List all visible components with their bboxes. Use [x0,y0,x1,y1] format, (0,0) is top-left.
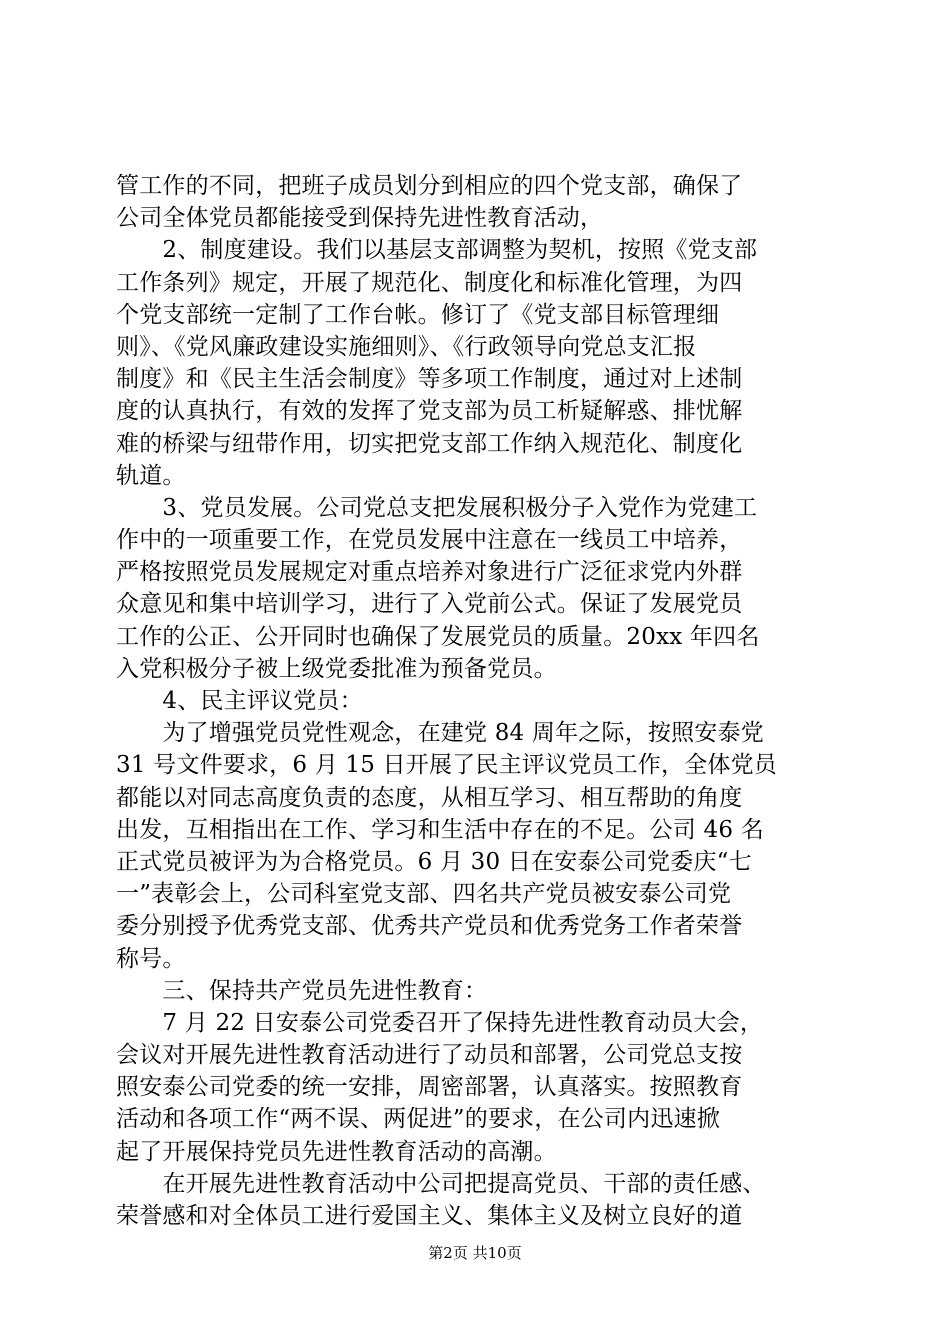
text-line: 入党积极分子被上级党委批准为预备党员。 [116,655,557,682]
text-line: 管工作的不同，把班子成员划分到相应的四个党支部，确保了 [116,173,743,199]
text-line: 活动和各项工作“两不误、两促进”的要求，在公司内迅速掀 [116,1106,720,1133]
text-line: 都能以对同志高度负责的态度，从相互学习、相互帮助的角度 [116,784,743,811]
text-line: 在开展先进性教育活动中公司把提高党员、干部的责任感、 [116,1170,766,1197]
text-line: 照安泰公司党委的统一安排，周密部署，认真落实。按照教育 [116,1074,743,1101]
text-line: 出发，互相指出在工作、学习和生活中存在的不足。公司 46 名 [116,816,764,843]
text-line: 3、党员发展。公司党总支把发展积极分子入党作为党建工 [116,494,758,521]
text-line: 委分别授予优秀党支部、优秀共产党员和优秀党务工作者荣誉 [116,913,743,940]
text-line: 则》、《党风廉政建设实施细则》、《行政领导向党总支汇报 [116,333,697,360]
text-line: 制度》和《民主生活会制度》等多项工作制度，通过对上述制 [116,366,743,393]
text-line: 正式党员被评为为合格党员。6 月 30 日在安泰公司党委庆“七 [116,848,752,875]
text-line: 众意见和集中培训学习，进行了入党前公式。保证了发展党员 [116,591,743,618]
text-line: 工作条列》规定，开展了规范化、制度化和标准化管理，为四 [116,269,743,296]
text-line: 为了增强党员党性观念，在建党 84 周年之际，按照安泰党 [116,720,764,747]
text-line: 工作的公正、公开同时也确保了发展党员的质量。20xx 年四名 [116,623,760,650]
text-line: 2、制度建设。我们以基层支部调整为契机，按照《党支部 [116,237,758,264]
page-footer: 第2页 共10页 [428,1244,522,1262]
text-line: 会议对开展先进性教育活动进行了动员和部署，公司党总支按 [116,1042,743,1069]
text-line: 个党支部统一定制了工作台帐。修订了《党支部目标管理细 [116,301,720,328]
text-line: 严格按照党员发展规定对重点培养对象进行广泛征求党内外群 [116,559,743,586]
document-body [116,170,834,1232]
text-line: 公司全体党员都能接受到保持先进性教育活动， [116,205,604,232]
text-line: 作中的一项重要工作，在党员发展中注意在一线员工中培养， [116,527,743,554]
text-line: 31 号文件要求，6 月 15 日开展了民主评议党员工作，全体党员 [116,752,778,779]
text-line: 三、保持共产党员先进性教育： [116,977,488,1004]
text-line: 4、民主评议党员： [116,688,363,714]
text-line: 荣誉感和对全体员工进行爱国主义、集体主义及树立良好的道 [116,1203,743,1229]
text-line: 7 月 22 日安泰公司党委召开了保持先进性教育动员大会， [116,1009,764,1036]
text-line: 称号。 [116,945,186,972]
text-line: 一”表彰会上，公司科室党支部、四名共产党员被安泰公司党 [116,881,732,908]
text-line: 轨道。 [116,462,186,489]
text-line: 难的桥梁与纽带作用，切实把党支部工作纳入规范化、制度化 [116,430,743,457]
text-line: 度的认真执行，有效的发挥了党支部为员工析疑解惑、排忧解 [116,398,743,425]
text-line: 起了开展保持党员先进性教育活动的高潮。 [116,1138,557,1165]
